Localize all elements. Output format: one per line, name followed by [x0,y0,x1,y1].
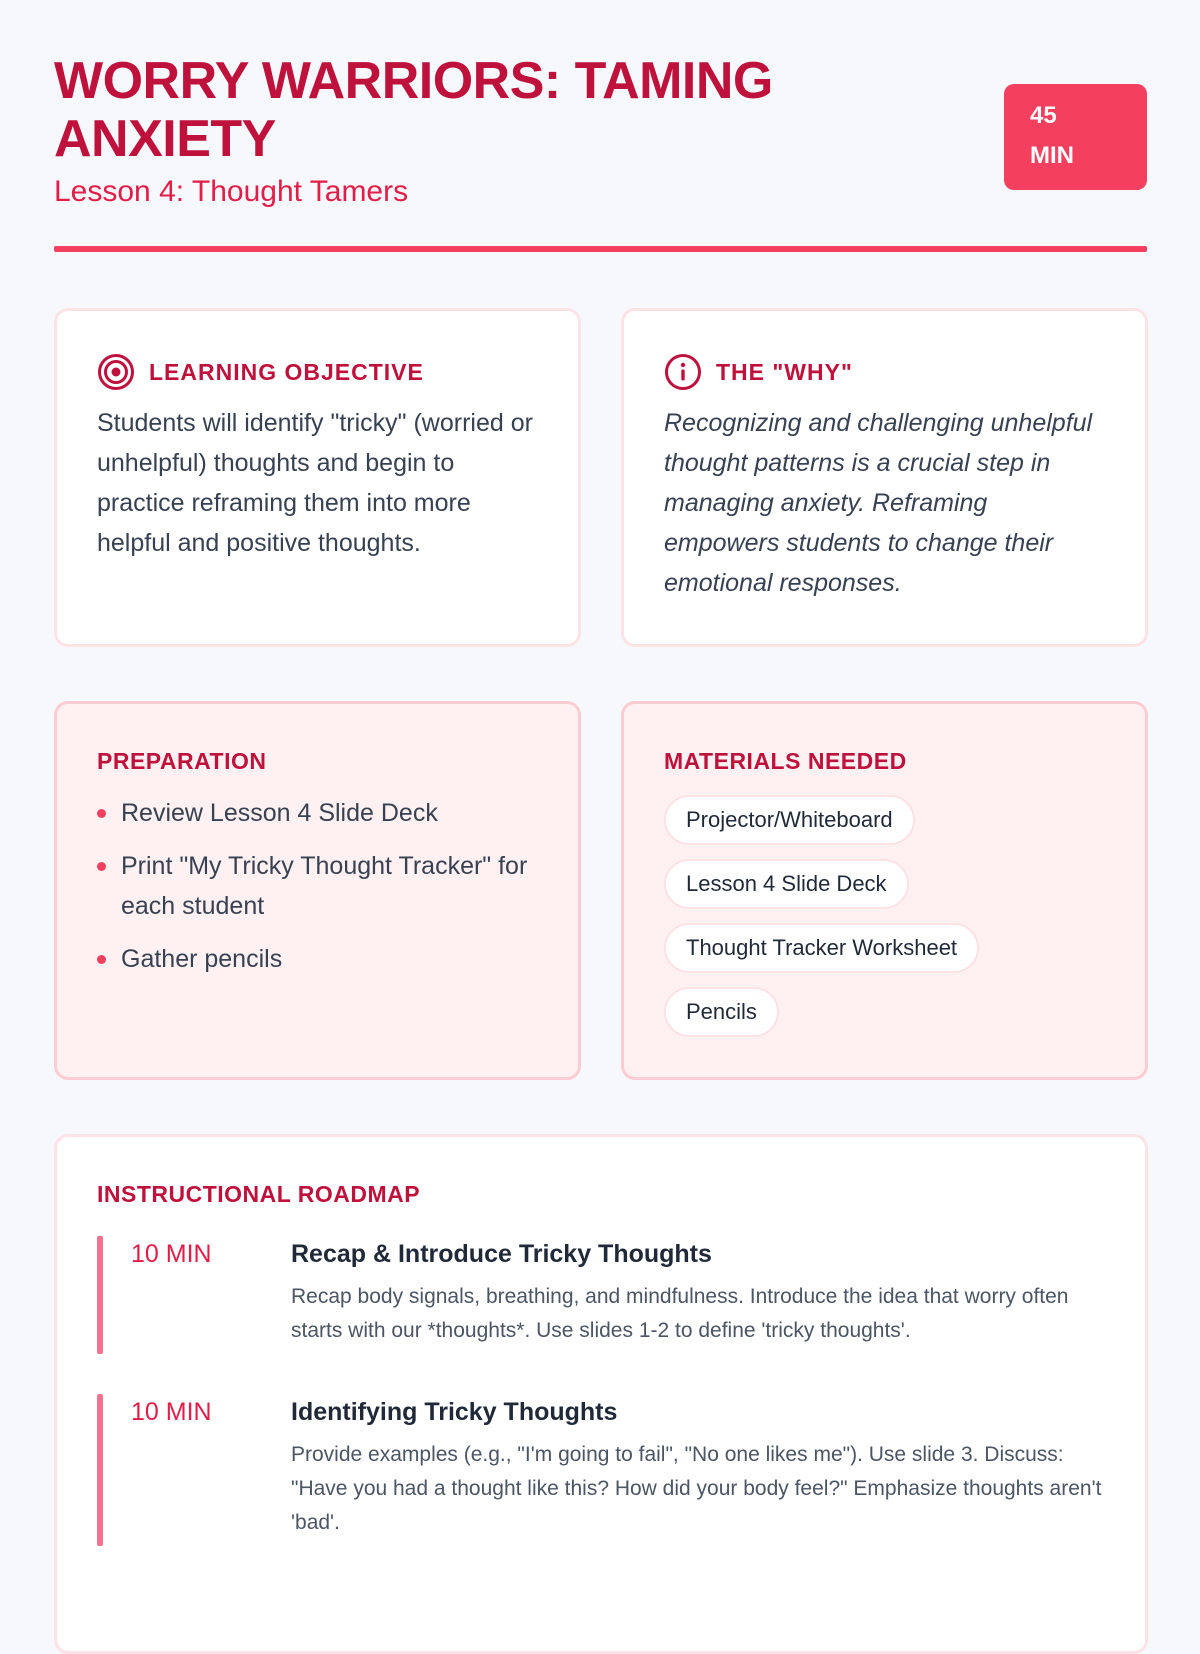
step-description: Provide examples (e.g., "I'm going to fail", "No one likes me"). Use slide 3. Discuss: "Have you had a thought like this? How did your body feel?" Emphasize thoughts aren't 'bad'. [291,1443,1102,1534]
preparation-list [97,793,538,979]
duration-value: 45 [1030,102,1057,129]
step-accent-bar [97,1236,103,1354]
learning-objective-title: LEARNING OBJECTIVE [149,358,424,385]
duration-badge [1004,84,1147,190]
material-tag: Projector/Whiteboard [664,795,915,845]
lesson-subtitle: Lesson 4: Thought Tamers [54,175,409,208]
why-text: Recognizing and challenging unhelpful thought patterns is a crucial step in managing anxiety. Reframing empowers students to change their emotional responses. [664,409,1093,597]
step-title: Recap & Introduce Tricky Thoughts [291,1240,712,1268]
step-body [291,1394,1105,1546]
step-duration: 10 MIN [131,1240,212,1268]
preparation-card [54,701,581,1080]
list-item: Gather pencils [97,939,538,979]
page-title: WORRY WARRIORS: TAMING ANXIETY [54,52,773,168]
material-tag: Pencils [664,987,779,1037]
step-body [291,1236,1105,1354]
duration-unit: MIN [1030,142,1074,169]
material-tag: Thought Tracker Worksheet [664,923,979,973]
step-description: Recap body signals, breathing, and mindfulness. Introduce the idea that worry often starts with our *thoughts*. Use slides 1-2 to define 'tricky thoughts'. [291,1285,1069,1342]
preparation-title: PREPARATION [97,748,267,774]
learning-objective-text: Students will identify "tricky" (worried or unhelpful) thoughts and begin to practice reframing them into more helpful and positive thoughts. [97,409,533,557]
step-accent-bar [97,1394,103,1546]
materials-title: MATERIALS NEEDED [664,748,907,774]
material-tag: Lesson 4 Slide Deck [664,859,909,909]
list-item: Print "My Tricky Thought Tracker" for each student [97,846,538,926]
list-item: Review Lesson 4 Slide Deck [97,793,538,833]
materials-list [664,795,1105,1037]
info-icon [664,353,702,391]
materials-card [621,701,1148,1080]
why-title: THE "WHY" [716,358,853,385]
learning-objective-heading [97,353,538,391]
roadmap-step [97,1394,1105,1546]
instructional-roadmap-card [54,1134,1148,1654]
why-card [621,308,1148,647]
step-duration: 10 MIN [131,1398,212,1426]
roadmap-title: INSTRUCTIONAL ROADMAP [97,1181,421,1207]
learning-objective-card [54,308,581,647]
step-title: Identifying Tricky Thoughts [291,1398,618,1426]
why-heading [664,353,1105,391]
roadmap-step [97,1236,1105,1354]
header-divider [54,246,1147,252]
target-icon [97,353,135,391]
header [54,52,1147,210]
